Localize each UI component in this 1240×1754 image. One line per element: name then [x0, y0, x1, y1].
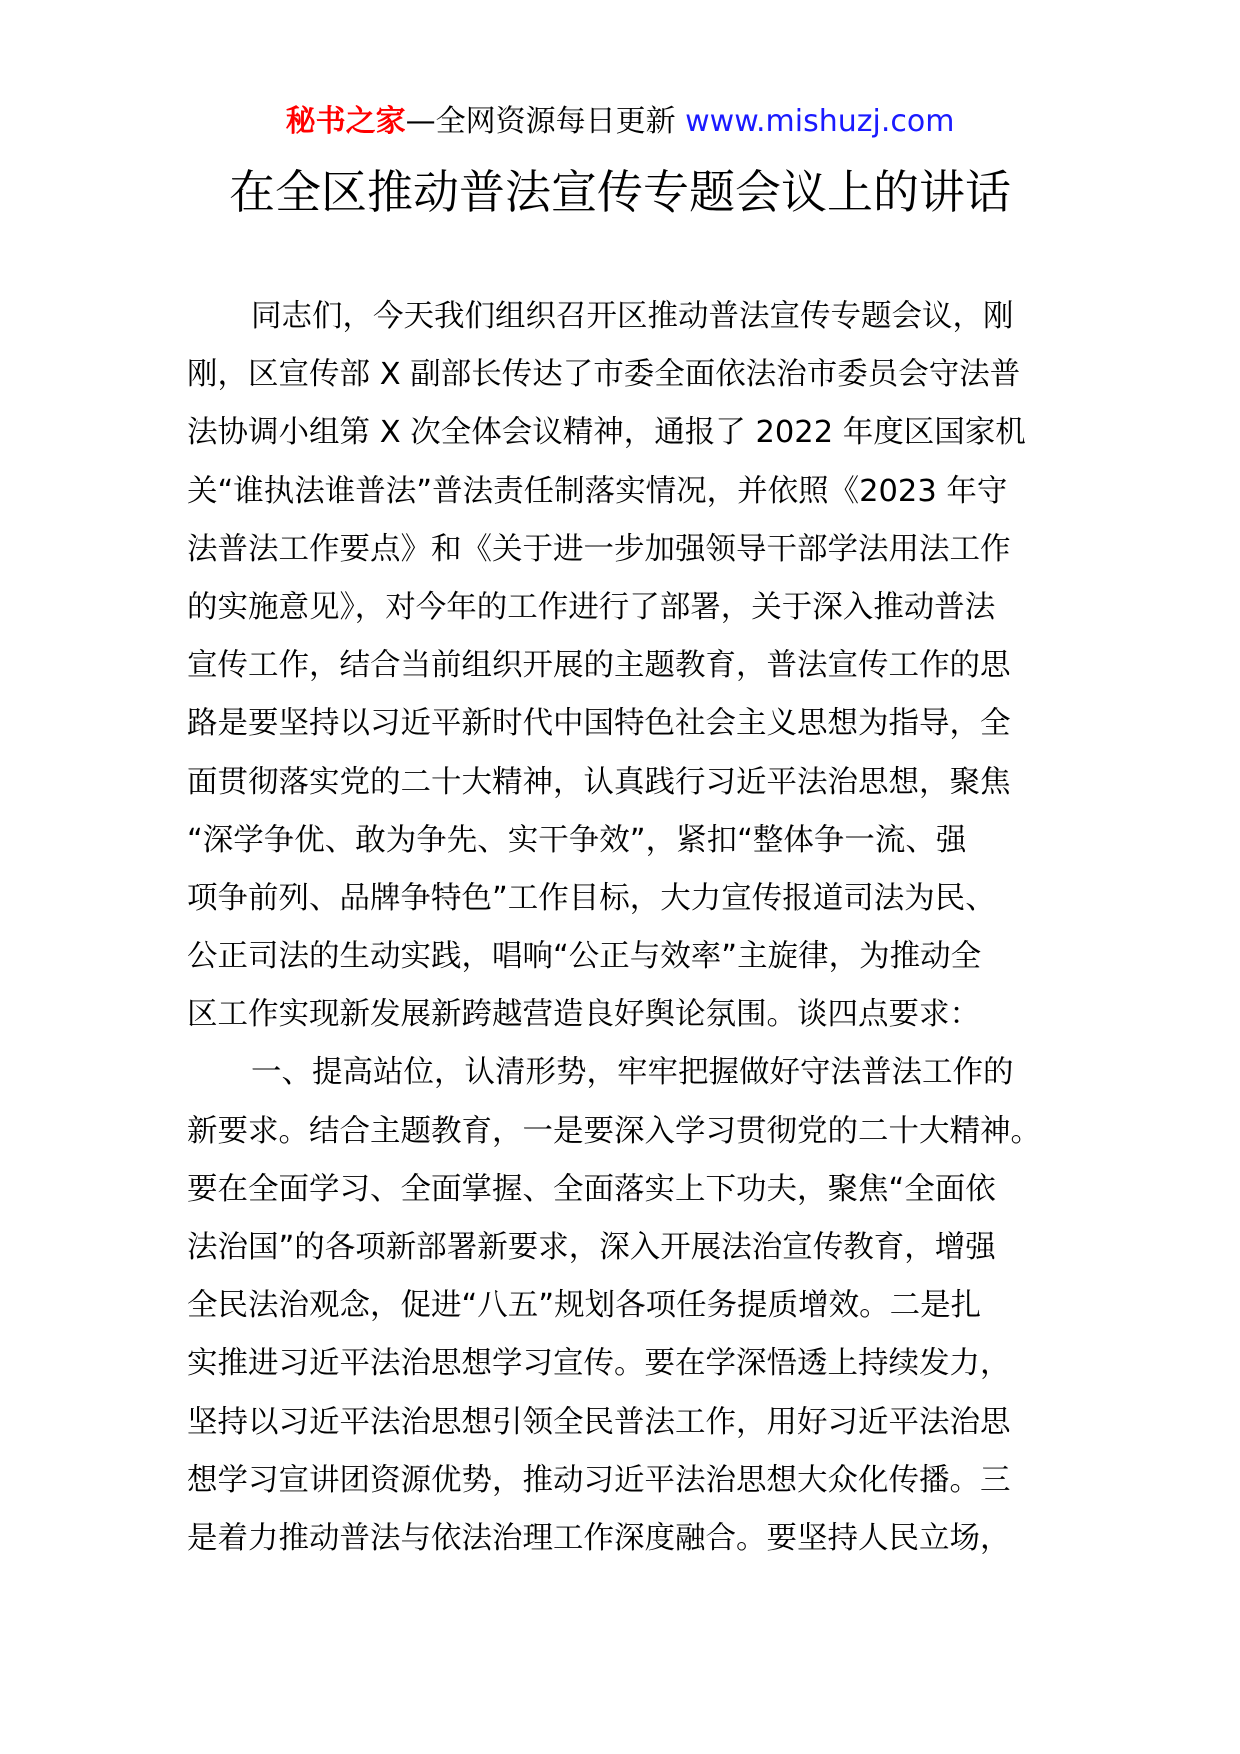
body-line: 关“谁执法谁普法”普法责任制落实情况，并依照《2023 年守 [187, 473, 1008, 509]
body-line: 的实施意见》，对今年的工作进行了部署，关于深入推动普法 [187, 589, 996, 625]
body-line: 公正司法的生动实践，唱响“公正与效率”主旋律，为推动全 [187, 939, 982, 975]
body-line: 要在全面学习、全面掌握、全面落实上下功夫，聚焦“全面依 [187, 1171, 996, 1207]
document-title: 在全区推动普法宣传专题会议上的讲话 [229, 165, 1011, 219]
body-line: 面贯彻落实党的二十大精神，认真践行习近平法治思想，聚焦 [187, 764, 1011, 800]
body-line: 宣传工作，结合当前组织开展的主题教育，普法宣传工作的思 [187, 648, 1011, 684]
body-line: 想学习宣讲团资源优势，推动习近平法治思想大众化传播。三 [187, 1462, 1011, 1498]
body-line: 法协调小组第 X 次全体会议精神，通报了 2022 年度区国家机 [187, 415, 1026, 451]
body-line: 法治国”的各项新部署新要求，深入开展法治宣传教育，增强 [187, 1230, 996, 1265]
body-line: 是着力推动普法与依法治理工作深度融合。要坚持人民立场， [187, 1520, 1011, 1556]
brand-name: 秘书之家 [285, 104, 406, 139]
body-line: 路是要坚持以习近平新时代中国特色社会主义思想为指导，全 [187, 706, 1011, 742]
header-tagline: —全网资源每日更新 [405, 104, 676, 139]
body-line: 坚持以习近平法治思想引领全民普法工作，用好习近平法治思 [187, 1404, 1011, 1440]
body-line: 法普法工作要点》和《关于进一步加强领导干部学法用法工作 [187, 531, 1011, 567]
body-line: “深学争优、敢为争先、实干争效”，紧扣“整体争一流、强 [187, 822, 967, 858]
document-body [187, 288, 1067, 1568]
body-line: 实推进习近平法治思想学习宣传。要在学深悟透上持续发力， [187, 1346, 1011, 1382]
body-line: 全民法治观念，促进“八五”规划各项任务提质增效。二是扎 [187, 1288, 982, 1324]
body-line: 区工作实现新发展新跨越营造良好舆论氛围。谈四点要求： [187, 997, 980, 1033]
site-url-link[interactable]: www.mishuzj.com [685, 104, 955, 139]
body-line: 新要求。结合主题教育，一是要深入学习贯彻党的二十大精神。 [187, 1113, 1041, 1149]
body-line: 一、提高站位，认清形势，牢牢把握做好守法普法工作的 [251, 1055, 1014, 1091]
body-line: 项争前列、品牌争特色”工作目标，大力宣传报道司法为民、 [187, 880, 996, 916]
body-line: 刚，区宣传部 X 副部长传达了市委全面依法治市委员会守法普 [187, 357, 1021, 393]
site-header [0, 100, 1240, 144]
body-line: 同志们，今天我们组织召开区推动普法宣传专题会议，刚 [251, 299, 1014, 334]
